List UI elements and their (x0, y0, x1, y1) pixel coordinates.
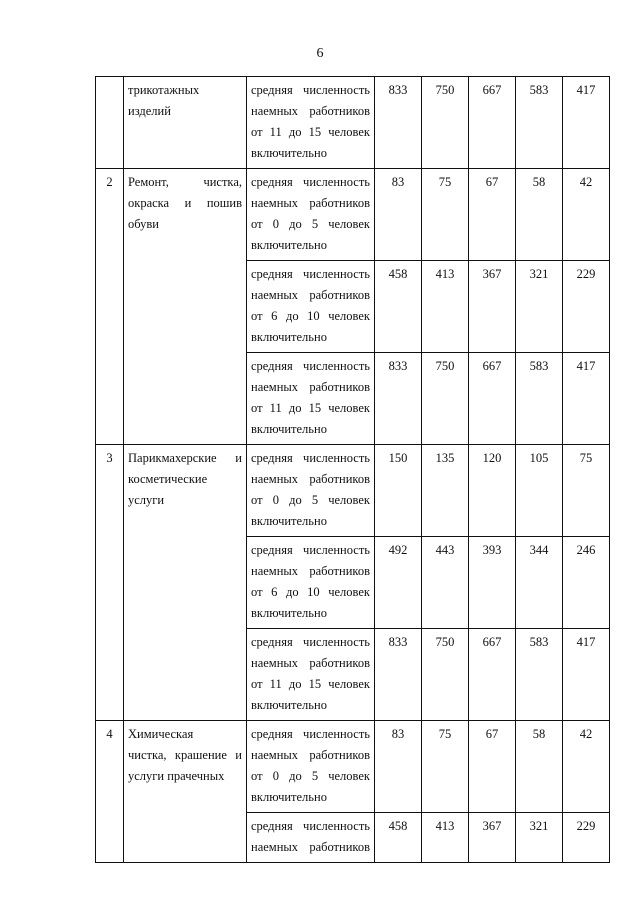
condition-cell (247, 169, 375, 261)
value-cell: 458 (375, 261, 422, 353)
table-row (96, 445, 610, 537)
value-cell: 367 (469, 813, 516, 863)
value-cell: 42 (563, 721, 610, 813)
condition-line: от 11 до 15 человек (251, 125, 370, 139)
service-name-line: обуви (128, 217, 159, 231)
value-cell: 367 (469, 261, 516, 353)
condition-line: наемных работников (251, 748, 370, 762)
condition-line: наемных работников (251, 472, 370, 486)
service-name-line: Химическая (128, 727, 194, 741)
service-name-line: окраска и пошив (128, 196, 242, 210)
value-cell: 833 (375, 77, 422, 169)
condition-line: средняя численность (251, 819, 370, 833)
condition-cell (247, 537, 375, 629)
row-number (96, 77, 124, 169)
service-name (124, 721, 247, 863)
condition-line: наемных работников (251, 564, 370, 578)
value-cell: 42 (563, 169, 610, 261)
condition-line: средняя численность (251, 543, 370, 557)
service-name-line: Ремонт, чистка, (128, 175, 242, 189)
value-cell: 583 (516, 629, 563, 721)
condition-line: средняя численность (251, 359, 370, 373)
value-cell: 667 (469, 629, 516, 721)
value-cell: 667 (469, 77, 516, 169)
value-cell: 229 (563, 261, 610, 353)
condition-cell (247, 721, 375, 813)
value-cell: 67 (469, 721, 516, 813)
condition-cell (247, 261, 375, 353)
value-cell: 75 (563, 445, 610, 537)
condition-line: средняя численность (251, 451, 370, 465)
service-name-line: изделий (128, 104, 171, 118)
value-cell: 458 (375, 813, 422, 863)
value-cell: 417 (563, 629, 610, 721)
value-cell: 750 (422, 353, 469, 445)
condition-line: включительно (251, 606, 327, 620)
condition-cell (247, 445, 375, 537)
row-number: 2 (96, 169, 124, 445)
value-cell: 75 (422, 169, 469, 261)
condition-line: наемных работников (251, 380, 370, 394)
condition-line: от 6 до 10 человек (251, 585, 370, 599)
condition-line: включительно (251, 422, 327, 436)
table-body (96, 77, 610, 863)
value-cell: 135 (422, 445, 469, 537)
condition-line: от 11 до 15 человек (251, 677, 370, 691)
condition-line: средняя численность (251, 635, 370, 649)
condition-line: средняя численность (251, 727, 370, 741)
value-cell: 105 (516, 445, 563, 537)
value-cell: 413 (422, 813, 469, 863)
value-cell: 393 (469, 537, 516, 629)
service-name-line: Парикмахерские и (128, 451, 242, 465)
condition-line: от 0 до 5 человек (251, 769, 370, 783)
condition-line: средняя численность (251, 175, 370, 189)
value-cell: 120 (469, 445, 516, 537)
condition-line: включительно (251, 146, 327, 160)
value-cell: 58 (516, 169, 563, 261)
condition-line: средняя численность (251, 267, 370, 281)
condition-line: наемных работников (251, 196, 370, 210)
condition-line: включительно (251, 698, 327, 712)
condition-line: включительно (251, 330, 327, 344)
service-name-line: услуги прачечных (128, 769, 225, 783)
condition-line: включительно (251, 514, 327, 528)
condition-line: наемных работников (251, 104, 370, 118)
value-cell: 833 (375, 629, 422, 721)
tariff-table (95, 76, 610, 863)
value-cell: 667 (469, 353, 516, 445)
value-cell: 492 (375, 537, 422, 629)
condition-line: включительно (251, 238, 327, 252)
condition-line: от 11 до 15 человек (251, 401, 370, 415)
table-row (96, 77, 610, 169)
value-cell: 83 (375, 721, 422, 813)
condition-line: наемных работников (251, 656, 370, 670)
condition-line: наемных работников (251, 288, 370, 302)
value-cell: 583 (516, 77, 563, 169)
value-cell: 83 (375, 169, 422, 261)
value-cell: 417 (563, 353, 610, 445)
service-name-line: чистка, крашение и (128, 748, 242, 762)
condition-line: от 0 до 5 человек (251, 493, 370, 507)
condition-cell (247, 813, 375, 863)
table-row (96, 721, 610, 813)
value-cell: 229 (563, 813, 610, 863)
value-cell: 413 (422, 261, 469, 353)
value-cell: 833 (375, 353, 422, 445)
value-cell: 246 (563, 537, 610, 629)
service-name-line: услуги (128, 493, 165, 507)
condition-cell (247, 353, 375, 445)
row-number: 4 (96, 721, 124, 863)
condition-line: наемных работников (251, 840, 370, 854)
page-number: 6 (316, 46, 324, 61)
value-cell: 750 (422, 629, 469, 721)
row-number: 3 (96, 445, 124, 721)
table-row (96, 169, 610, 261)
service-name (124, 169, 247, 445)
value-cell: 58 (516, 721, 563, 813)
condition-cell (247, 77, 375, 169)
value-cell: 150 (375, 445, 422, 537)
value-cell: 321 (516, 261, 563, 353)
service-name-line: трикотажных (128, 83, 200, 97)
service-name (124, 445, 247, 721)
value-cell: 344 (516, 537, 563, 629)
condition-line: средняя численность (251, 83, 370, 97)
condition-line: включительно (251, 790, 327, 804)
value-cell: 417 (563, 77, 610, 169)
service-name (124, 77, 247, 169)
value-cell: 67 (469, 169, 516, 261)
value-cell: 75 (422, 721, 469, 813)
condition-cell (247, 629, 375, 721)
value-cell: 443 (422, 537, 469, 629)
value-cell: 321 (516, 813, 563, 863)
service-name-line: косметические (128, 472, 208, 486)
value-cell: 750 (422, 77, 469, 169)
condition-line: от 6 до 10 человек (251, 309, 370, 323)
value-cell: 583 (516, 353, 563, 445)
condition-line: от 0 до 5 человек (251, 217, 370, 231)
